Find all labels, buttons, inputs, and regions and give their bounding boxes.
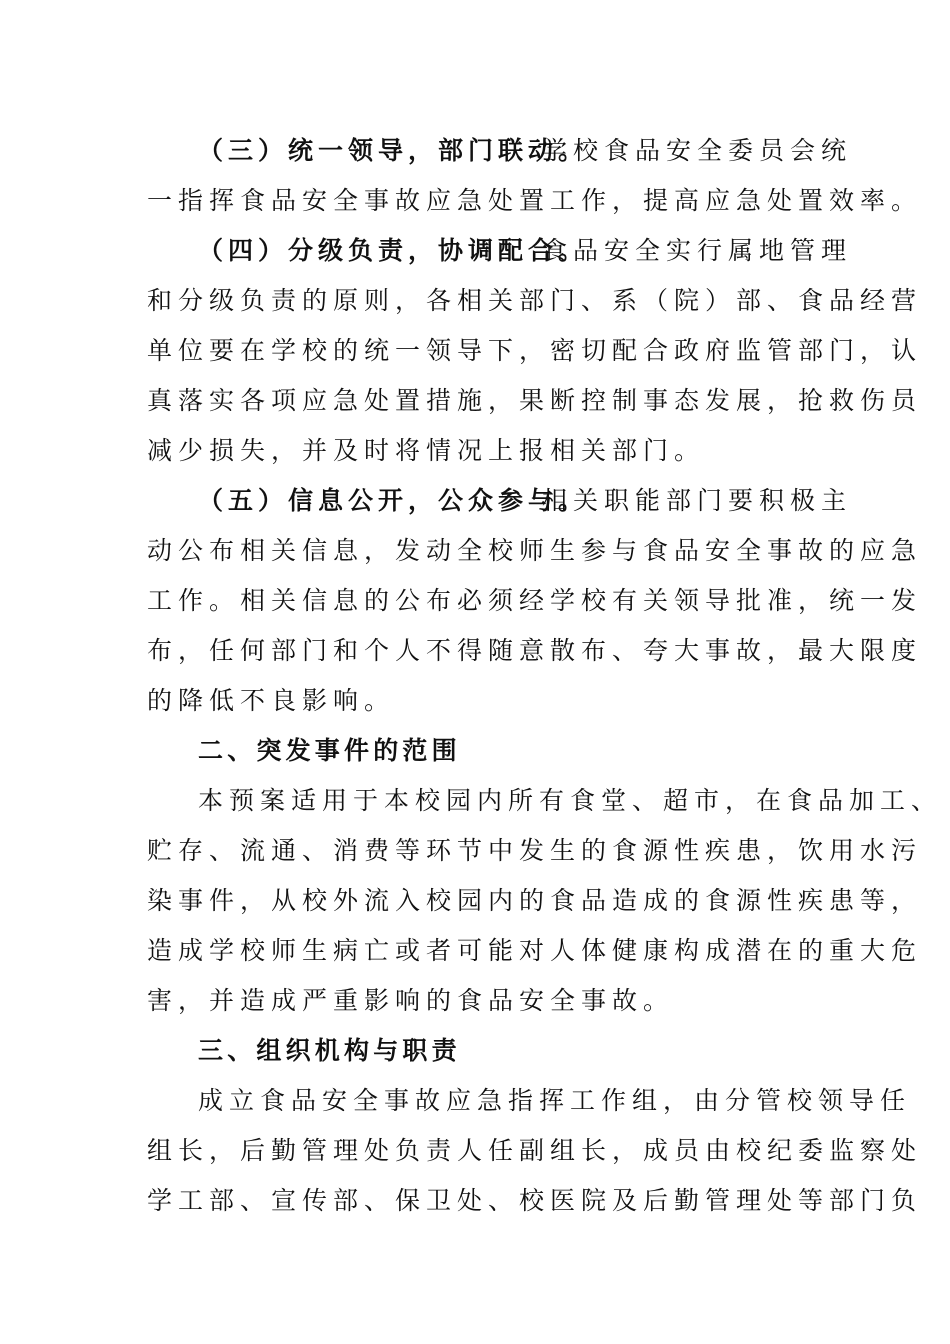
paragraph-5-text-4: 布，任何部门和个人不得随意散布、夸大事故，最大限度 — [147, 636, 923, 665]
section-3-text-2: 组长，后勤管理处负责人任副组长，成员由校纪委监察处 — [147, 1136, 923, 1165]
paragraph-5-heading: （五）信息公开，公众参与。 — [198, 486, 589, 515]
section-2-text-1: 本预案适用于本校园内所有食堂、超市，在食品加工、 — [198, 786, 943, 815]
section-2-line-4 — [0, 931, 950, 971]
paragraph-4-text-2: 和分级负责的原则，各相关部门、系（院）部、食品经营 — [147, 286, 923, 315]
paragraph-3-text-2: 一指挥食品安全事故应急处置工作，提高应急处置效率。 — [147, 186, 923, 215]
section-2-text-3: 染事件，从校外流入校园内的食品造成的食源性疾患等， — [147, 886, 923, 915]
section-3-text-3: 学工部、宣传部、保卫处、校医院及后勤管理处等部门负 — [147, 1186, 923, 1215]
section-2-heading: 二、突发事件的范围 — [198, 736, 461, 765]
paragraph-4-heading: （四）分级负责，协调配合。 — [198, 236, 589, 265]
paragraph-4-line-5 — [0, 431, 950, 471]
section-3-heading: 三、组织机构与职责 — [198, 1036, 461, 1065]
paragraph-4-line-1 — [0, 231, 950, 271]
paragraph-4-line-4 — [0, 381, 950, 421]
paragraph-5-text-3: 工作。相关信息的公布必须经学校有关领导批准，统一发 — [147, 586, 923, 615]
section-2-text-2: 贮存、流通、消费等环节中发生的食源性疾患，饮用水污 — [147, 836, 923, 865]
section-3-line-2 — [0, 1131, 950, 1171]
section-2-line-3 — [0, 881, 950, 921]
paragraph-5-line-1 — [0, 481, 950, 521]
paragraph-5-text-2: 动公布相关信息，发动全校师生参与食品安全事故的应急 — [147, 536, 923, 565]
section-2-line-1 — [0, 781, 950, 821]
paragraph-4-text-1: 食品安全实行属地管理 — [542, 236, 853, 265]
section-3-line-1 — [0, 1081, 950, 1121]
paragraph-5-text-5: 的降低不良影响。 — [147, 686, 396, 715]
section-2-text-4: 造成学校师生病亡或者可能对人体健康构成潜在的重大危 — [147, 936, 923, 965]
paragraph-3-heading: （三）统一领导，部门联动。 — [198, 136, 589, 165]
paragraph-5-line-4 — [0, 631, 950, 671]
paragraph-3-line-1 — [0, 131, 950, 171]
section-2-line-2 — [0, 831, 950, 871]
paragraph-5-text-1: 相关职能部门要积极主 — [542, 486, 853, 515]
paragraph-4-text-5: 减少损失，并及时将情况上报相关部门。 — [147, 436, 706, 465]
paragraph-5-line-2 — [0, 531, 950, 571]
paragraph-3-line-2 — [0, 181, 950, 221]
paragraph-3-text-1: 学校食品安全委员会统 — [542, 136, 853, 165]
section-3-heading-line — [0, 1031, 950, 1071]
section-3-text-1: 成立食品安全事故应急指挥工作组，由分管校领导任 — [198, 1086, 912, 1115]
section-2-heading-line — [0, 731, 950, 771]
section-2-text-5: 害，并造成严重影响的食品安全事故。 — [147, 986, 675, 1015]
paragraph-4-line-3 — [0, 331, 950, 371]
paragraph-4-text-4: 真落实各项应急处置措施，果断控制事态发展，抢救伤员 — [147, 386, 923, 415]
section-2-line-5 — [0, 981, 950, 1021]
section-3-line-3 — [0, 1181, 950, 1221]
paragraph-5-line-5 — [0, 681, 950, 721]
paragraph-5-line-3 — [0, 581, 950, 621]
paragraph-4-line-2 — [0, 281, 950, 321]
paragraph-4-text-3: 单位要在学校的统一领导下，密切配合政府监管部门，认 — [147, 336, 923, 365]
